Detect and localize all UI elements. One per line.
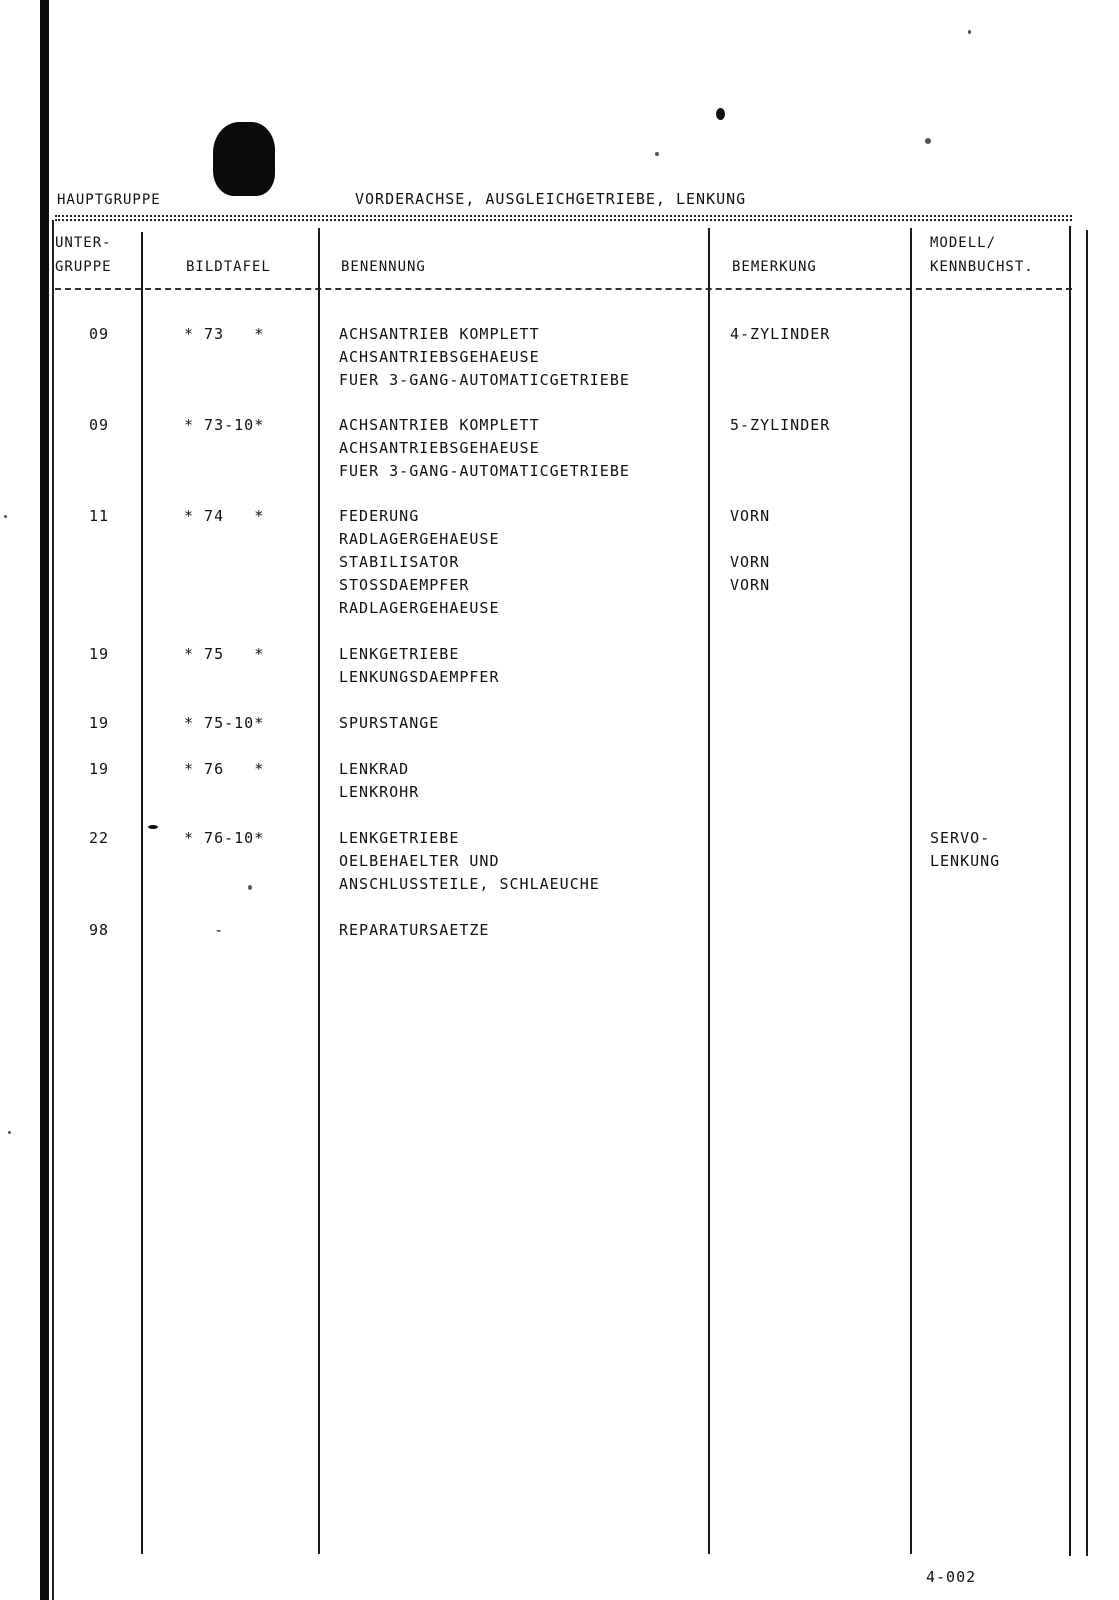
header-rule-top	[55, 215, 1072, 217]
benennung-line: RADLAGERGEHAEUSE	[339, 599, 500, 617]
untergruppe-value: 19	[89, 645, 110, 663]
benennung-line: LENKUNGSDAEMPFER	[339, 668, 500, 686]
column-divider-3	[708, 228, 710, 1554]
binding-edge	[40, 0, 49, 1600]
bildtafel-value: * 74 *	[184, 507, 265, 525]
bildtafel-value: * 75-10*	[184, 714, 265, 732]
right-edge-line	[1086, 230, 1088, 1556]
scan-speck	[716, 108, 725, 120]
untergruppe-value: 19	[89, 760, 110, 778]
bildtafel-value: * 76-10*	[184, 829, 265, 847]
bildtafel-value: * 76 *	[184, 760, 265, 778]
untergruppe-value: 22	[89, 829, 110, 847]
col-header-bemerkung: BEMERKUNG	[732, 259, 817, 275]
benennung-line: LENKGETRIEBE	[339, 829, 460, 847]
column-divider-1	[141, 232, 143, 1554]
benennung-line: REPARATURSAETZE	[339, 921, 490, 939]
page-title: VORDERACHSE, AUSGLEICHGETRIEBE, LENKUNG	[355, 190, 747, 208]
scan-speck	[655, 152, 659, 156]
column-divider-4	[910, 228, 912, 1554]
untergruppe-value: 09	[89, 325, 110, 343]
bildtafel-value: * 73-10*	[184, 416, 265, 434]
page-number: 4-002	[926, 1568, 977, 1586]
col-header-benennung: BENENNUNG	[341, 259, 426, 275]
column-divider-2	[318, 228, 320, 1554]
bemerkung-value: VORN	[730, 576, 771, 594]
benennung-line: LENKGETRIEBE	[339, 645, 460, 663]
benennung-line: ACHSANTRIEBSGEHAEUSE	[339, 348, 540, 366]
hauptgruppe-label: HAUPTGRUPPE	[57, 192, 161, 208]
bildtafel-value: * 73 *	[184, 325, 265, 343]
scan-speck	[925, 138, 931, 144]
header-rule-bottom	[55, 219, 1072, 221]
column-divider-5	[1069, 226, 1071, 1556]
scan-speck	[248, 885, 252, 890]
scan-speck	[968, 30, 971, 34]
benennung-line: ANSCHLUSSTEILE, SCHLAEUCHE	[339, 875, 600, 893]
bildtafel-value: * 75 *	[184, 645, 265, 663]
modell-value: LENKUNG	[930, 852, 1001, 870]
benennung-line: LENKROHR	[339, 783, 420, 801]
benennung-line: FUER 3-GANG-AUTOMATICGETRIEBE	[339, 462, 630, 480]
untergruppe-value: 98	[89, 921, 110, 939]
benennung-line: FUER 3-GANG-AUTOMATICGETRIEBE	[339, 371, 630, 389]
col-header-untergruppe: UNTER- GRUPPE	[55, 235, 112, 275]
binding-line	[52, 220, 54, 1600]
scan-speck	[148, 825, 158, 829]
benennung-line: OELBEHAELTER UND	[339, 852, 500, 870]
untergruppe-value: 19	[89, 714, 110, 732]
bildtafel-value: -	[184, 921, 225, 939]
bemerkung-value: 4-ZYLINDER	[730, 325, 831, 343]
benennung-line: RADLAGERGEHAEUSE	[339, 530, 500, 548]
col-header-bildtafel: BILDTAFEL	[186, 259, 271, 275]
col-header-modell: MODELL/ KENNBUCHST.	[930, 235, 1034, 275]
scan-speck	[4, 515, 7, 518]
benennung-line: STOSSDAEMPFER	[339, 576, 470, 594]
bemerkung-value: VORN	[730, 553, 771, 571]
bemerkung-value: 5-ZYLINDER	[730, 416, 831, 434]
benennung-line: FEDERUNG	[339, 507, 420, 525]
benennung-line: LENKRAD	[339, 760, 410, 778]
untergruppe-value: 11	[89, 507, 110, 525]
group-number-mark	[213, 122, 275, 196]
benennung-line: ACHSANTRIEB KOMPLETT	[339, 325, 540, 343]
benennung-line: STABILISATOR	[339, 553, 460, 571]
bemerkung-value: VORN	[730, 507, 771, 525]
benennung-line: ACHSANTRIEBSGEHAEUSE	[339, 439, 540, 457]
modell-value: SERVO-	[930, 829, 991, 847]
scan-speck	[8, 1131, 11, 1134]
untergruppe-value: 09	[89, 416, 110, 434]
benennung-line: SPURSTANGE	[339, 714, 440, 732]
benennung-line: ACHSANTRIEB KOMPLETT	[339, 416, 540, 434]
column-header-rule	[55, 288, 1072, 290]
